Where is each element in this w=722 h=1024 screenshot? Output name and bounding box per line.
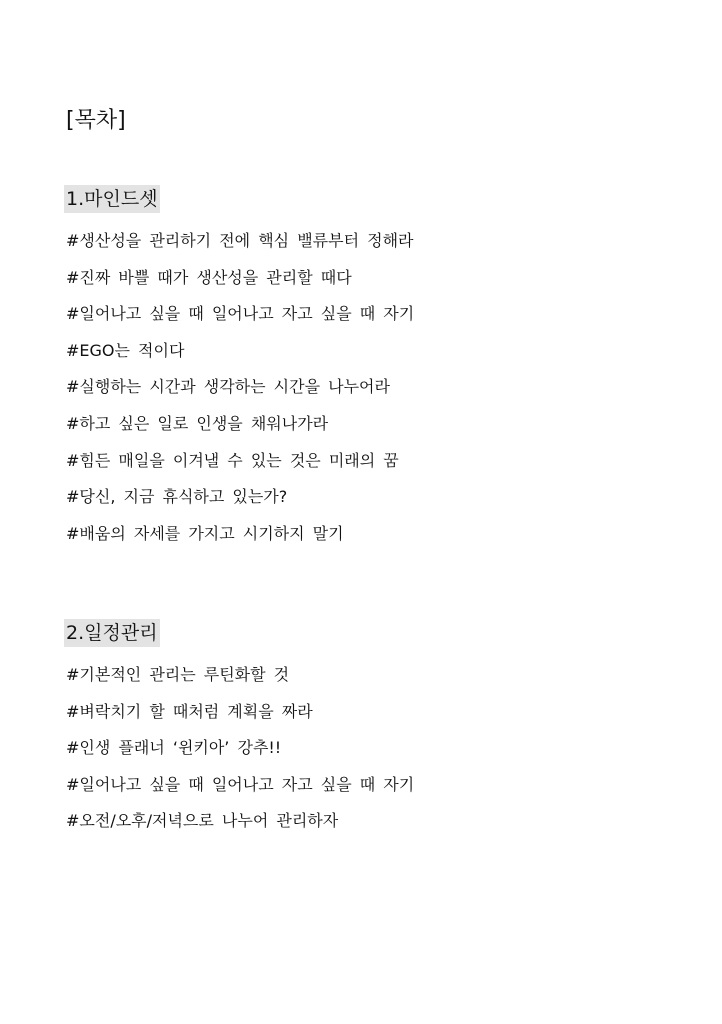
list-item: #생산성을 관리하기 전에 핵심 밸류부터 정해라 bbox=[66, 231, 414, 250]
list-item: #힘든 매일을 이겨낼 수 있는 것은 미래의 꿈 bbox=[66, 450, 399, 470]
list-item: #EGO는 적이다 bbox=[66, 340, 185, 360]
list-item: #하고 싶은 일로 인생을 채워나가라 bbox=[66, 413, 329, 433]
list-item: #실행하는 시간과 생각하는 시간을 나누어라 bbox=[66, 377, 390, 397]
section-heading: 1.마인드셋 bbox=[64, 185, 160, 213]
list-item: #당신, 지금 휴식하고 있는가? bbox=[66, 487, 288, 507]
list-item: #일어나고 싶을 때 일어나고 자고 싶을 때 자기 bbox=[66, 774, 415, 794]
list-item: #일어나고 싶을 때 일어나고 자고 싶을 때 자기 bbox=[66, 304, 415, 324]
list-item: #기본적인 관리는 루틴화할 것 bbox=[66, 665, 290, 684]
list-item: #벼락치기 할 때처럼 계획을 짜라 bbox=[66, 701, 313, 721]
list-item: #진짜 바쁠 때가 생산성을 관리할 때다 bbox=[66, 267, 352, 287]
list-item: #오전/오후/저녁으로 나누어 관리하자 bbox=[66, 811, 339, 831]
section-item-list bbox=[66, 657, 414, 840]
section-item-list bbox=[66, 223, 414, 552]
section-heading: 2.일정관리 bbox=[64, 619, 160, 647]
section-schedule-management bbox=[66, 619, 414, 840]
list-item: #인생 플래너 ‘윈키아’ 강추!! bbox=[66, 738, 282, 758]
section-mindset bbox=[66, 185, 414, 552]
list-item: #배움의 자세를 가지고 시기하지 말기 bbox=[66, 523, 344, 543]
toc-title: [목차] bbox=[66, 108, 126, 133]
